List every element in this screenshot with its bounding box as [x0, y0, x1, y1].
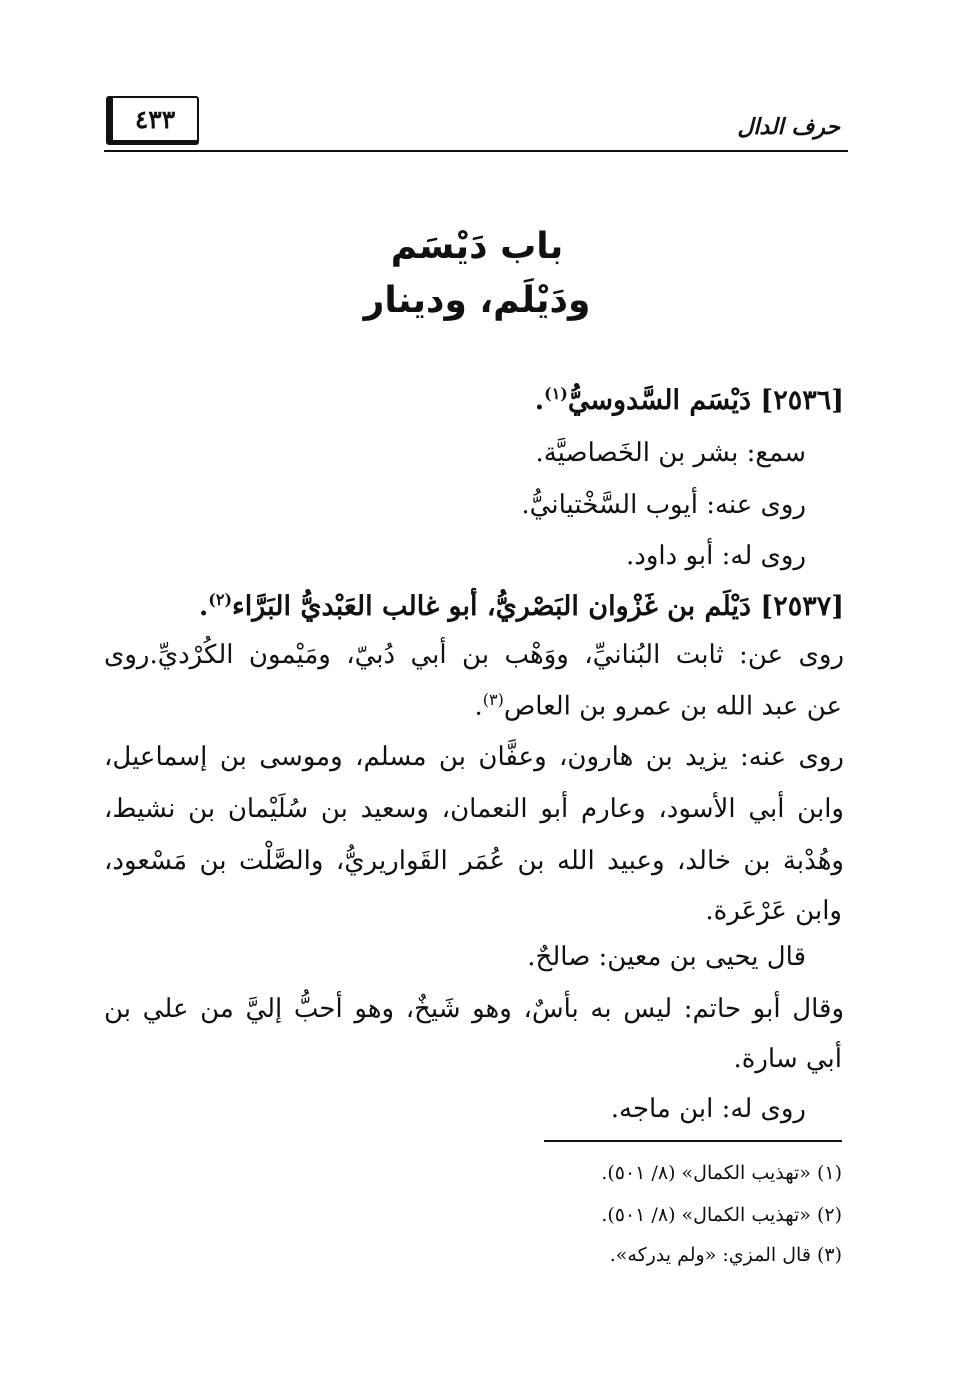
footnote-marker: (٢)	[208, 590, 233, 609]
text-line: عن عبد الله بن عمرو بن العاص$^{(٣)}$.	[474, 690, 842, 722]
running-head: حرف الدال	[737, 114, 840, 140]
text-line: قال يحيى بن معين: صالحٌ.	[527, 942, 806, 972]
footnote-marker: (٣)	[482, 690, 504, 709]
text-line: وابن عَرْعَرة.	[705, 896, 842, 926]
text-line: روى عنه: أيوب السَّخْتيانيُّ.	[521, 490, 806, 520]
chapter-title-line-2: ودَيْلَم، ودينار	[363, 280, 591, 321]
footnote: (١) «تهذيب الكمال» (٨/ ٥٠١).	[601, 1162, 842, 1184]
text-line: وابن أبي الأسود، وعارم أبو النعمان، وسعيد بن سُلَيْمان بن نشيط،	[104, 794, 844, 824]
entry-heading	[199, 590, 844, 623]
entry-number: [٢٥٣٦]	[760, 385, 844, 416]
text-line: سمع: بشر بن الخَصاصيَّة.	[535, 438, 806, 468]
text-line: وهُدْبة بن خالد، وعبيد الله بن عُمَر القَواريريُّ، والصَّلْت بن مَسْعود،	[104, 846, 844, 876]
entry-name: دَيْلَم بن غَزْوان البَصْريُّ، أبو غالب العَبْديُّ البَرَّاء	[232, 591, 752, 622]
entry-tail: .	[534, 385, 545, 416]
header-rule	[104, 150, 848, 152]
footnote: (٣) قال المزي: «ولم يدركه».	[609, 1244, 842, 1266]
footnote-marker: (١)	[544, 384, 568, 403]
text-line: روى له: ابن ماجه.	[610, 1094, 806, 1124]
page-number: ٤٣٣	[106, 96, 199, 145]
entry-name: دَيْسَم السَّدوسيُّ	[567, 385, 752, 416]
footnote-rule	[544, 1140, 842, 1142]
text-line: روى عنه: يزيد بن هارون، وعفَّان بن مسلم، وموسى بن إسماعيل،	[104, 742, 844, 772]
text-line: روى له: أبو داود.	[626, 541, 806, 571]
entry-tail: .	[198, 591, 209, 622]
text-line: أبي سارة.	[733, 1044, 842, 1074]
text-line: روى عن: ثابت البُنانيِّ، ووَهْب بن أبي دُبيّ، ومَيْمون الكُرْديِّ.روى	[104, 640, 844, 670]
entry-number: [٢٥٣٧]	[760, 591, 844, 622]
footnote: (٢) «تهذيب الكمال» (٨/ ٥٠١).	[601, 1204, 842, 1226]
page-header	[104, 92, 848, 158]
text-line: وقال أبو حاتم: ليس به بأسٌ، وهو شَيخٌ، وهو أحبُّ إليَّ من علي بن	[104, 994, 844, 1024]
chapter-title-line-1: باب دَيْسَم	[390, 226, 564, 267]
entry-heading	[535, 384, 844, 417]
